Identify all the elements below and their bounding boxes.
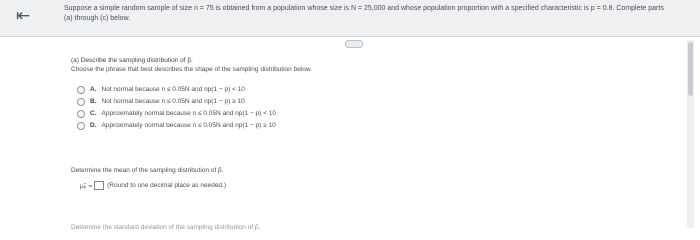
option-text: Approximately normal because n ≤ 0.05N and np(1 − p) < 10	[101, 109, 276, 117]
expand-toggle-button[interactable]	[345, 40, 363, 48]
option-letter: C.	[90, 109, 97, 117]
mean-answer-input[interactable]	[94, 181, 104, 190]
option-b[interactable]	[77, 96, 651, 108]
question-text: Suppose a simple random sample of size n = 75 is obtained from a population whose size is N = 25,000 and whose population proportion with a specified characteristic is p = 0.8. Complete parts (a) through (c) below.	[64, 5, 664, 22]
mean-answer-row	[80, 181, 226, 190]
vertical-scrollbar[interactable]	[687, 40, 694, 228]
option-text: Approximately normal because n ≤ 0.05N and np(1 − p) ≥ 10	[101, 121, 276, 129]
back-arrow-icon[interactable]: ⇤	[16, 6, 31, 25]
option-letter: D.	[90, 121, 97, 129]
radio-button-icon[interactable]	[77, 86, 85, 94]
option-a[interactable]	[77, 84, 651, 96]
scrollbar-thumb[interactable]	[688, 42, 693, 96]
option-letter: B.	[90, 97, 97, 105]
mean-symbol: μₚ̂ =	[80, 182, 93, 190]
radio-button-icon[interactable]	[77, 122, 85, 130]
radio-button-icon[interactable]	[77, 110, 85, 118]
option-c[interactable]	[77, 108, 651, 120]
rounding-hint: (Round to one decimal place as needed.)	[107, 182, 227, 189]
answer-options	[71, 84, 651, 132]
option-letter: A.	[90, 85, 97, 93]
std-prompt: Determine the standard deviation of the sampling distribution of p̂.	[71, 224, 261, 231]
mean-prompt: Determine the mean of the sampling distribution of p̂.	[71, 167, 224, 174]
option-d[interactable]	[77, 120, 651, 132]
radio-button-icon[interactable]	[77, 98, 85, 106]
part-a-section	[71, 57, 651, 132]
option-text: Not normal because n ≤ 0.05N and np(1 − p) < 10	[101, 85, 245, 93]
part-a-instruction: Choose the phrase that best describes the shape of the sampling distribution below.	[71, 65, 313, 73]
option-text: Not normal because n ≤ 0.05N and np(1 − p) ≥ 10	[101, 97, 245, 105]
part-a-heading: (a) Describe the sampling distribution of p̂.	[71, 57, 193, 64]
question-header	[0, 0, 700, 37]
